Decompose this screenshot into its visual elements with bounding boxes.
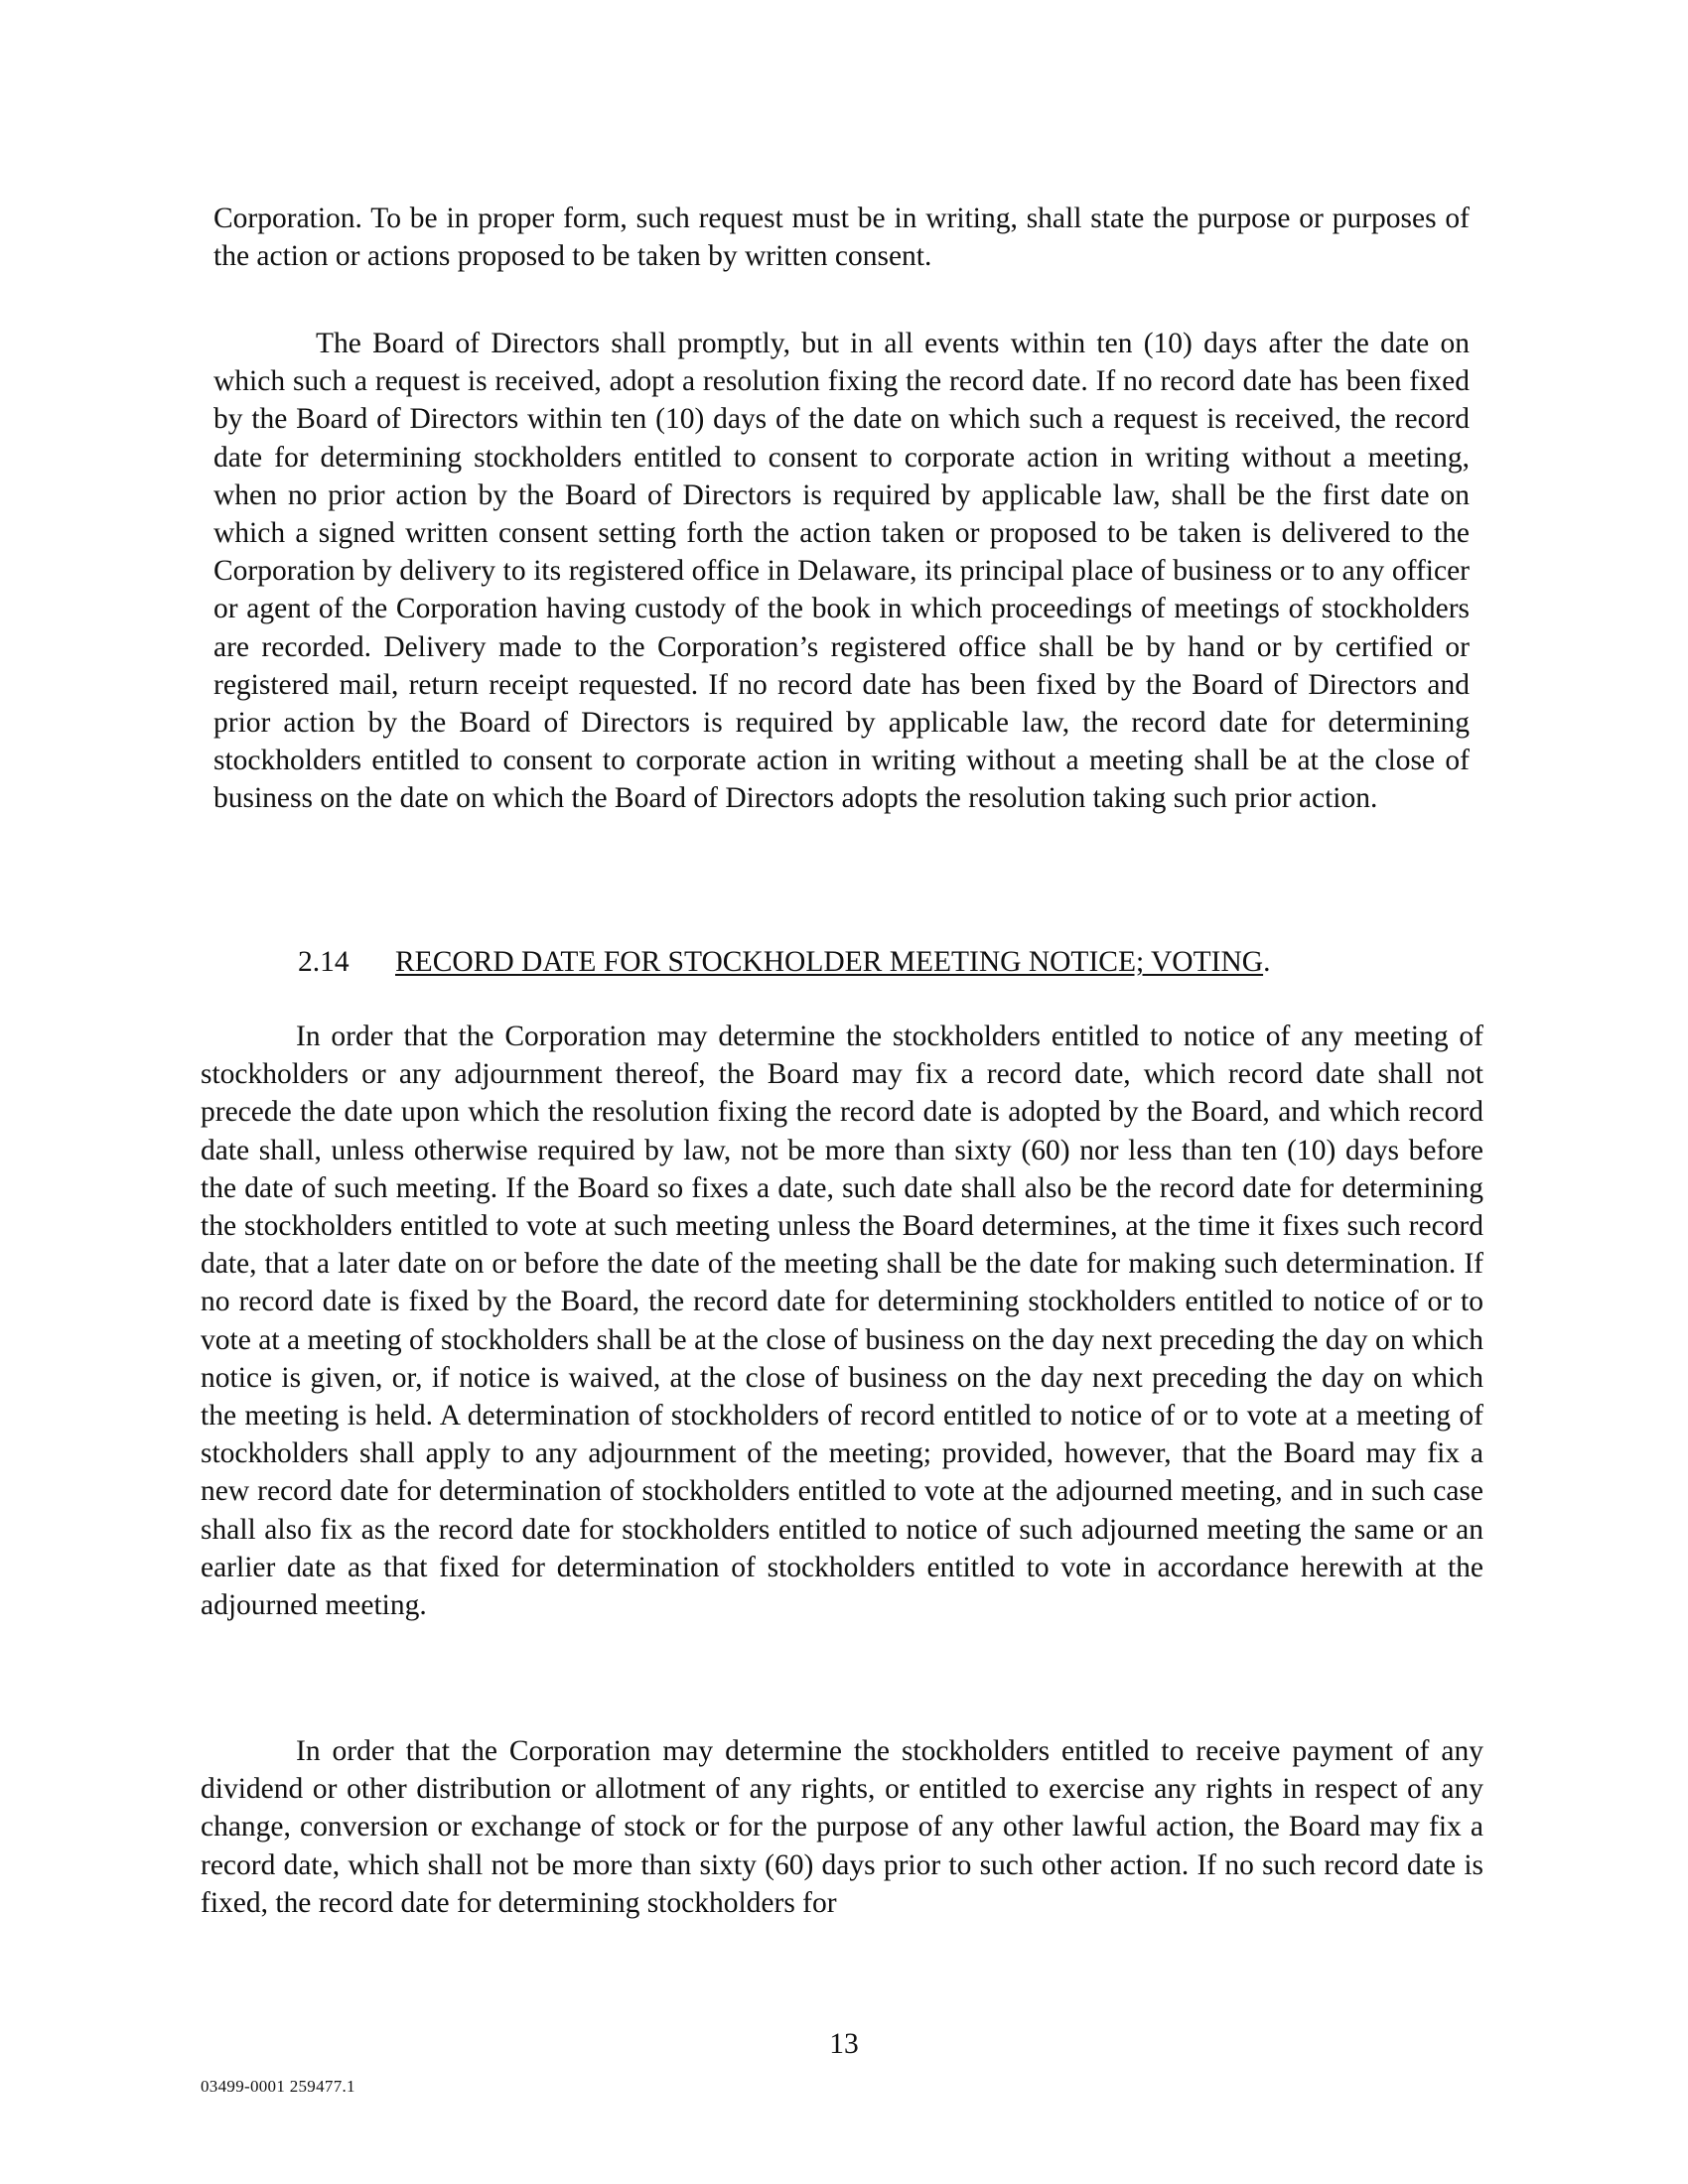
- document-id: 03499-0001 259477.1: [201, 2077, 355, 2096]
- section-title-period: .: [1263, 946, 1271, 978]
- paragraph-board-record-date: The Board of Directors shall promptly, but in all events within ten (10) days after the date on which such a request is received, adopt a resolution fixing the record date. If no record date has been fixed by the Board of Directors within ten (10) days of the date on which such a request is received, the record date for determining stockholders entitled to consent to corporate action in writing without a meeting, when no prior action by the Board of Directors is required by applicable law, shall be the first date on which a signed written consent setting forth the action taken or proposed to be taken is delivered to the Corporation by delivery to its registered office in Delaware, its principal place of business or to any officer or agent of the Corporation having custody of the book in which proceedings of meetings of stockholders are recorded. Delivery made to the Corporation’s registered office shall be by hand or by certified or registered mail, return receipt requested. If no record date has been fixed by the Board of Directors and prior action by the Board of Directors is required by applicable law, the record date for determining stockholders entitled to consent to corporate action in writing without a meeting shall be at the close of business on the date on which the Board of Directors adopts the resolution taking such prior action.: [213, 328, 1470, 815]
- paragraph-meeting-notice-record-date: In order that the Corporation may determine the stockholders entitled to notice of any meeting of stockholders or any adjournment thereof, the Board may fix a record date, which record date shall not precede the date upon which the resolution fixing the record date is adopted by the Board, and which record date shall, unless otherwise required by law, not be more than sixty (60) nor less than ten (10) days before the date of such meeting. If the Board so fixes a date, such date shall also be the record date for determining the stockholders entitled to vote at such meeting unless the Board determines, at the time it fixes such record date, that a later date on or before the date of the meeting shall be the date for making such determination. If no record date is fixed by the Board, the record date for determining stockholders entitled to notice of or to vote at a meeting of stockholders shall be at the close of business on the day next preceding the day on which notice is given, or, if notice is waived, at the close of business on the day next preceding the day on which the meeting is held. A determination of stockholders of record entitled to notice of or to vote at a meeting of stockholders shall apply to any adjournment of the meeting; provided, however, that the Board may fix a new record date for determination of stockholders entitled to vote at the adjourned meeting, and in such case shall also fix as the record date for stockholders entitled to notice of such adjourned meeting the same or an earlier date as that fixed for determination of stockholders entitled to vote in accordance herewith at the adjourned meeting.: [201, 1021, 1483, 1622]
- paragraph-request-form: Corporation. To be in proper form, such request must be in writing, shall state the purpose or purposes of the action or actions proposed to be taken by written consent.: [213, 203, 1470, 273]
- section-heading: [298, 943, 1440, 981]
- section-number: 2.14: [298, 946, 350, 978]
- section-title: RECORD DATE FOR STOCKHOLDER MEETING NOTICE; VOTING: [395, 946, 1264, 978]
- paragraph-dividend-record-date: In order that the Corporation may determine the stockholders entitled to receive payment of any dividend or other distribution or allotment of any rights, or entitled to exercise any rights in respect of any change, conversion or exchange of stock or for the purpose of any other lawful action, the Board may fix a record date, which shall not be more than sixty (60) days prior to such other action. If no such record date is fixed, the record date for determining stockholders for: [201, 1735, 1483, 1919]
- page-number: 13: [829, 2028, 859, 2060]
